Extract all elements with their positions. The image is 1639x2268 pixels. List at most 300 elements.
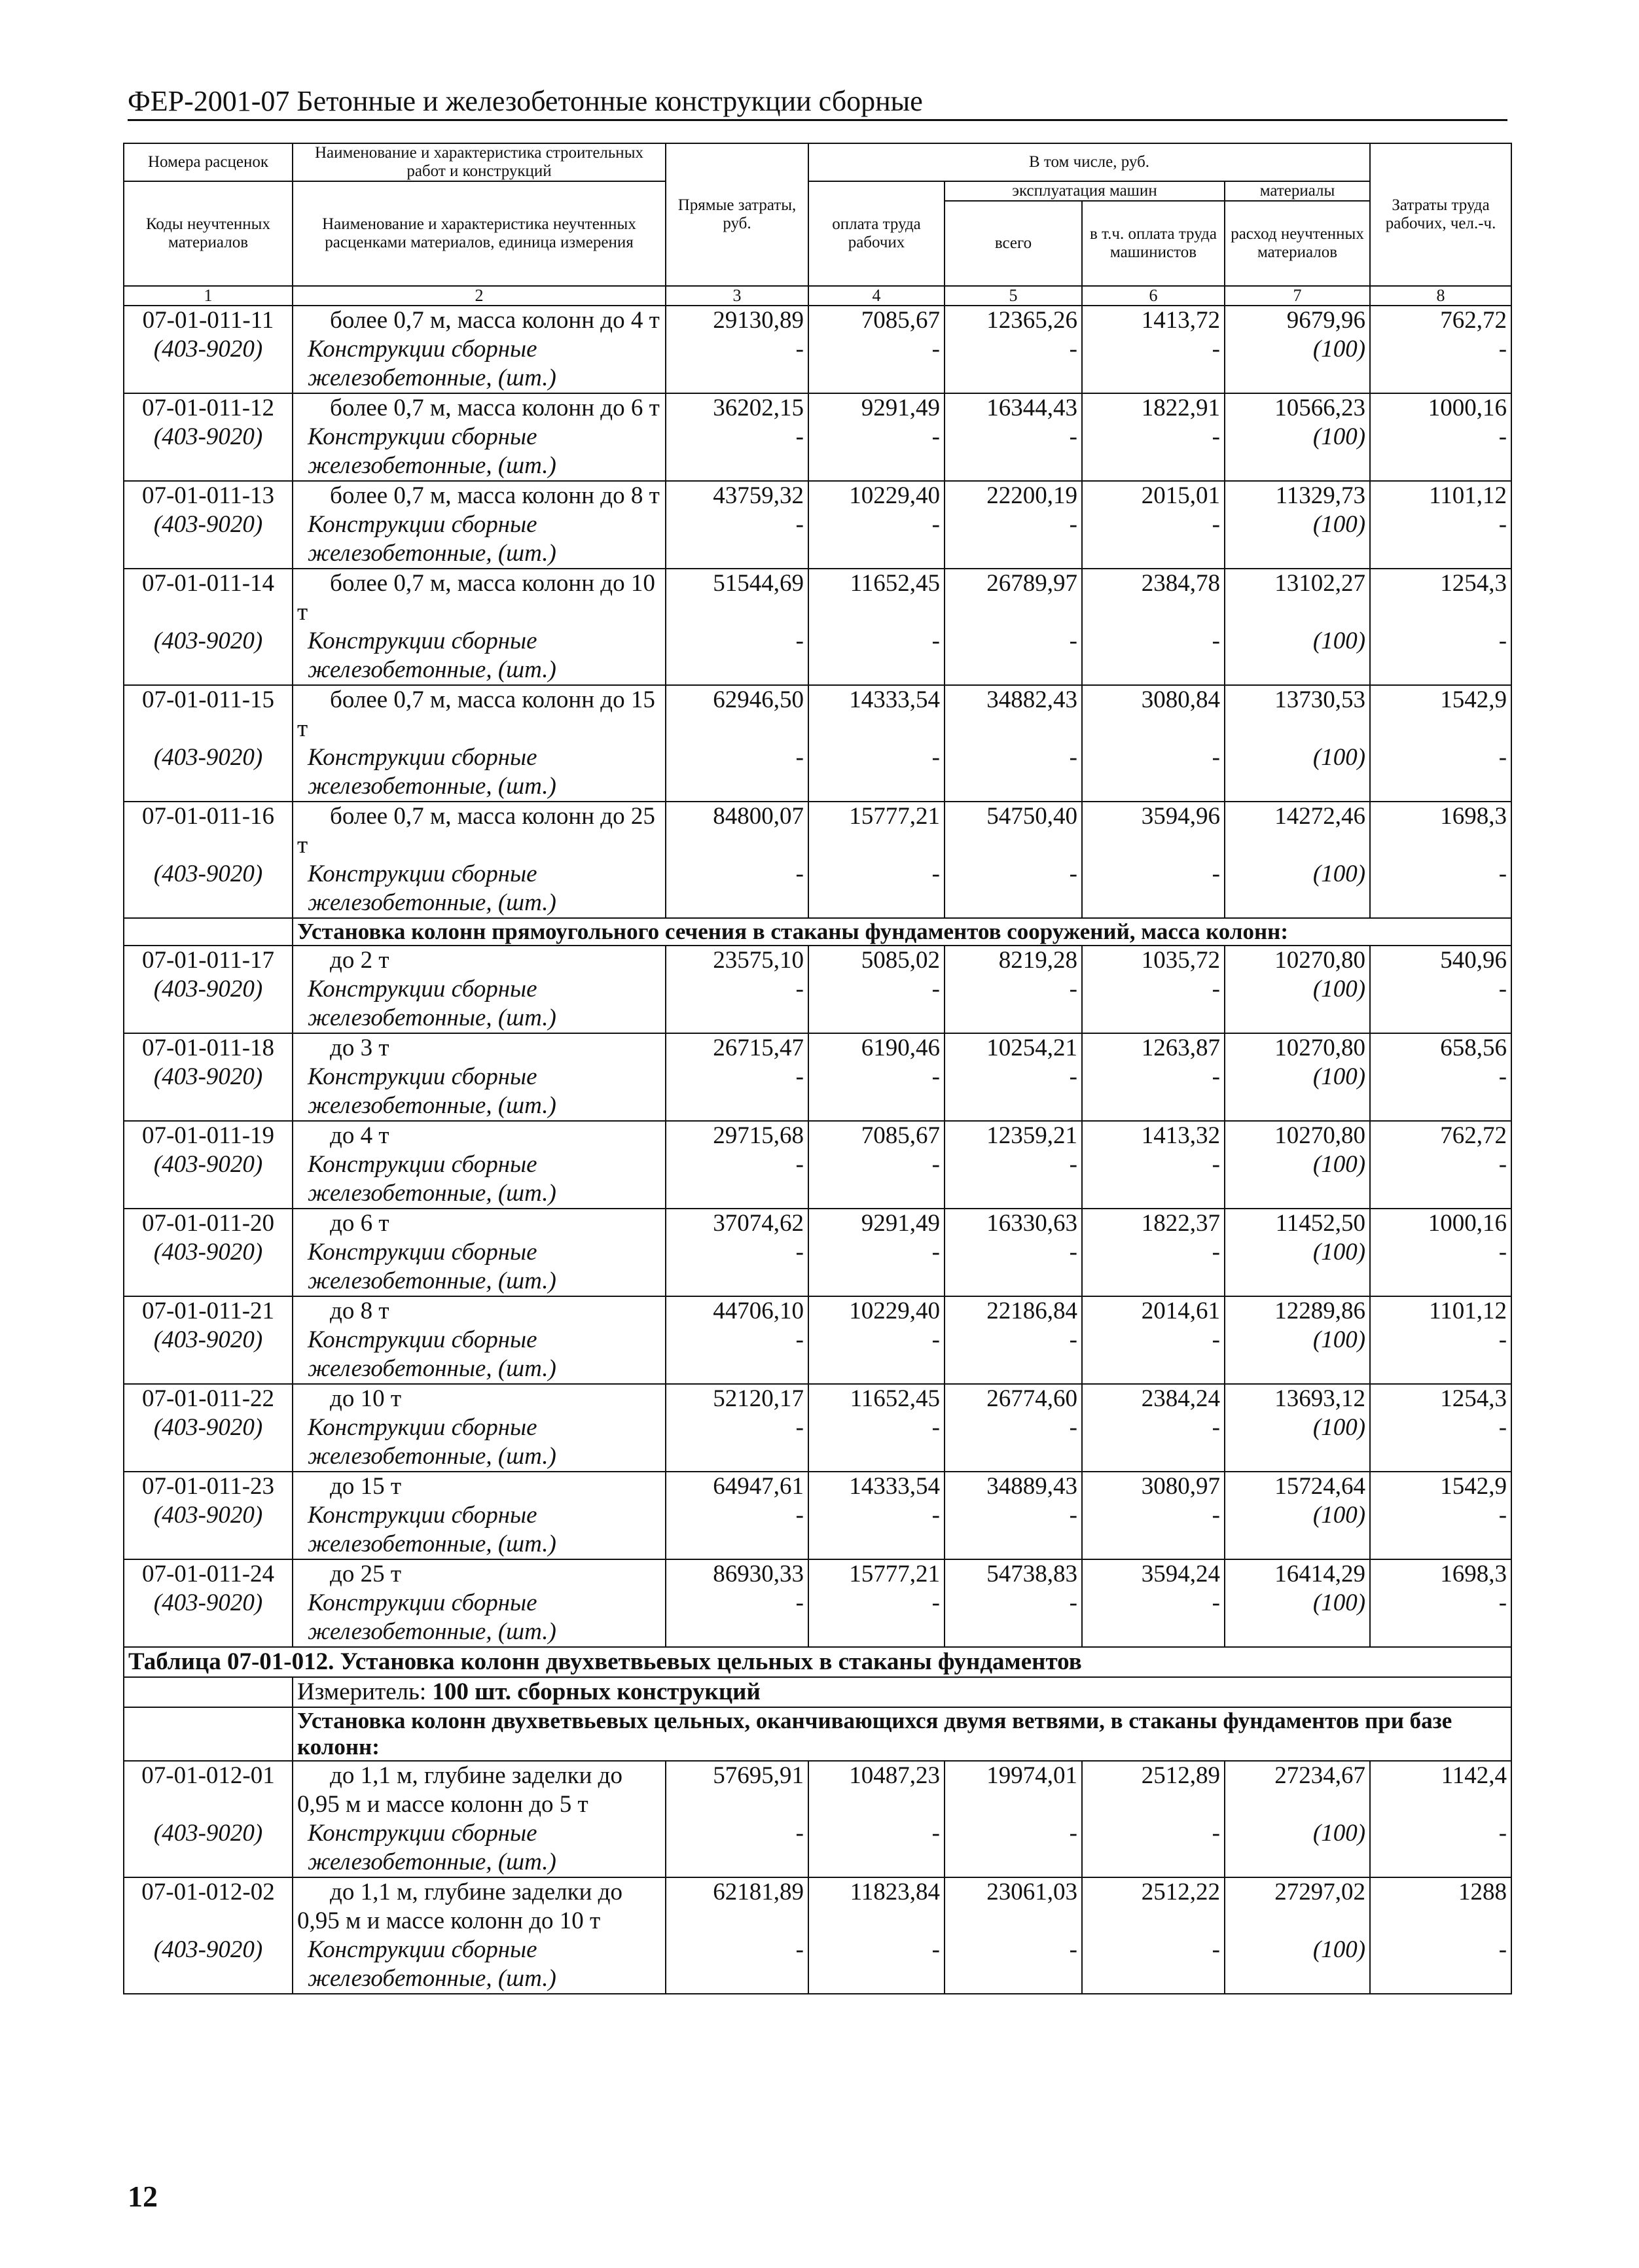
material-qty: (100)	[1225, 975, 1370, 1033]
material-dash: -	[1082, 1936, 1225, 1994]
labor-cost: 9291,49	[808, 393, 945, 423]
material-row	[124, 510, 1511, 569]
machine-cost: 23061,03	[945, 1877, 1082, 1936]
direct-cost: 86930,33	[666, 1559, 808, 1589]
material-code: (403-9020)	[124, 510, 293, 569]
material-code: (403-9020)	[124, 627, 293, 685]
rate-name	[293, 1472, 666, 1501]
header-col2-bottom: Наименование и характеристика неучтенных расценками материалов, единица измерения	[293, 181, 666, 286]
table-row	[124, 1877, 1511, 1936]
labor-cost: 5085,02	[808, 946, 945, 975]
table2-section-title: Установка колонн двухветвьевых цельных, оканчивающихся двумя ветвями, в стаканы фундаментов при базе колонн:	[293, 1707, 1511, 1761]
table-row	[124, 685, 1511, 743]
material-dash: -	[1082, 975, 1225, 1033]
rates-table	[123, 143, 1512, 1994]
material-row	[124, 423, 1511, 481]
material-name: Конструкции сборные железобетонные, (шт.)	[293, 1326, 666, 1384]
labor-cost: 15777,21	[808, 1559, 945, 1589]
machine-labor-cost: 2384,24	[1082, 1384, 1225, 1413]
material-dash: -	[808, 860, 945, 918]
material-name: Конструкции сборные железобетонные, (шт.)	[293, 423, 666, 481]
material-dash: -	[1370, 1150, 1511, 1209]
materials-cost: 13693,12	[1225, 1384, 1370, 1413]
rate-name-text: до 10 т	[330, 1385, 401, 1412]
rate-name-text: более 0,7 м, масса колонн до 15 т	[297, 686, 655, 742]
materials-cost: 13102,27	[1225, 569, 1370, 627]
material-row	[124, 975, 1511, 1033]
material-dash: -	[666, 1819, 808, 1877]
rate-name-text: до 25 т	[330, 1561, 401, 1587]
rate-name-text: до 1,1 м, глубине заделки до 0,95 м и массе колонн до 5 т	[297, 1762, 622, 1818]
table2-title: Таблица 07-01-012. Установка колонн двухветвьевых цельных в стаканы фундаментов	[124, 1647, 1511, 1677]
rate-code: 07-01-011-16	[124, 802, 293, 860]
material-dash: -	[1082, 1150, 1225, 1209]
material-qty: (100)	[1225, 423, 1370, 481]
materials-cost: 15724,64	[1225, 1472, 1370, 1501]
material-code: (403-9020)	[124, 975, 293, 1033]
table-row	[124, 1384, 1511, 1413]
material-dash: -	[1370, 1589, 1511, 1647]
machine-cost: 19974,01	[945, 1761, 1082, 1819]
machine-labor-cost: 3594,96	[1082, 802, 1225, 860]
machine-cost: 10254,21	[945, 1033, 1082, 1063]
labor-hours: 1101,12	[1370, 1296, 1511, 1326]
material-dash: -	[808, 1326, 945, 1384]
rate-code: 07-01-011-20	[124, 1209, 293, 1238]
machine-cost: 12365,26	[945, 306, 1082, 335]
rate-name	[293, 685, 666, 743]
labor-cost: 11823,84	[808, 1877, 945, 1936]
labor-hours: 1288	[1370, 1877, 1511, 1936]
rate-name-text: до 4 т	[330, 1122, 389, 1149]
labor-cost: 7085,67	[808, 306, 945, 335]
material-dash: -	[945, 743, 1082, 802]
rate-code: 07-01-011-12	[124, 393, 293, 423]
material-dash: -	[945, 1936, 1082, 1994]
header-rule	[128, 119, 1507, 121]
header-direct: Прямые затраты, руб.	[666, 143, 808, 286]
measure-value: 100 шт. сборных конструкций	[432, 1678, 761, 1705]
material-dash: -	[1082, 1326, 1225, 1384]
material-dash: -	[1370, 860, 1511, 918]
col-number: 4	[808, 286, 945, 306]
material-row	[124, 1150, 1511, 1209]
material-dash: -	[1082, 860, 1225, 918]
material-dash: -	[1082, 627, 1225, 685]
material-dash: -	[666, 975, 808, 1033]
machine-cost: 12359,21	[945, 1121, 1082, 1150]
header-labor: оплата труда рабочих	[808, 181, 945, 286]
material-dash: -	[945, 860, 1082, 918]
rate-name-text: более 0,7 м, масса колонн до 6 т	[330, 395, 660, 421]
material-dash: -	[1370, 1413, 1511, 1472]
labor-cost: 10229,40	[808, 481, 945, 510]
rate-code: 07-01-011-24	[124, 1559, 293, 1589]
material-qty: (100)	[1225, 1936, 1370, 1994]
machine-cost: 16330,63	[945, 1209, 1082, 1238]
rate-name-text: более 0,7 м, масса колонн до 25 т	[297, 803, 655, 859]
machine-labor-cost: 1413,72	[1082, 306, 1225, 335]
labor-cost: 14333,54	[808, 1472, 945, 1501]
material-dash: -	[666, 860, 808, 918]
material-dash: -	[1082, 1413, 1225, 1472]
labor-hours: 1254,3	[1370, 569, 1511, 627]
labor-cost: 10487,23	[808, 1761, 945, 1819]
rate-code: 07-01-011-19	[124, 1121, 293, 1150]
material-dash: -	[666, 1063, 808, 1121]
labor-hours: 1542,9	[1370, 1472, 1511, 1501]
machine-labor-cost: 3080,97	[1082, 1472, 1225, 1501]
direct-cost: 51544,69	[666, 569, 808, 627]
material-name: Конструкции сборные железобетонные, (шт.)	[293, 1819, 666, 1877]
direct-cost: 29130,89	[666, 306, 808, 335]
material-row	[124, 1501, 1511, 1559]
table-row	[124, 569, 1511, 627]
direct-cost: 29715,68	[666, 1121, 808, 1150]
material-name: Конструкции сборные железобетонные, (шт.)	[293, 1936, 666, 1994]
material-dash: -	[945, 1413, 1082, 1472]
material-dash: -	[666, 1589, 808, 1647]
material-name: Конструкции сборные железобетонные, (шт.)	[293, 1501, 666, 1559]
material-dash: -	[666, 1326, 808, 1384]
table2-measure	[293, 1677, 1511, 1707]
material-row	[124, 1936, 1511, 1994]
rate-name	[293, 393, 666, 423]
material-code: (403-9020)	[124, 1326, 293, 1384]
material-qty: (100)	[1225, 1326, 1370, 1384]
material-row	[124, 627, 1511, 685]
material-dash: -	[1370, 510, 1511, 569]
rate-name	[293, 306, 666, 335]
page-number: 12	[128, 2180, 158, 2213]
rate-name-text: до 15 т	[330, 1473, 401, 1500]
labor-cost: 11652,45	[808, 1384, 945, 1413]
material-dash: -	[1082, 423, 1225, 481]
table-row	[124, 1761, 1511, 1819]
rate-name-text: более 0,7 м, масса колонн до 10 т	[297, 570, 655, 626]
material-dash: -	[945, 1819, 1082, 1877]
material-dash: -	[945, 335, 1082, 393]
material-dash: -	[808, 627, 945, 685]
material-name: Конструкции сборные железобетонные, (шт.)	[293, 743, 666, 802]
material-name: Конструкции сборные железобетонные, (шт.)	[293, 1589, 666, 1647]
header-mach-labor: в т.ч. оплата труда машинистов	[1082, 201, 1225, 286]
rate-code: 07-01-011-17	[124, 946, 293, 975]
material-row	[124, 1063, 1511, 1121]
materials-cost: 27297,02	[1225, 1877, 1370, 1936]
rate-name-text: до 1,1 м, глубине заделки до 0,95 м и массе колонн до 10 т	[297, 1879, 622, 1934]
machine-labor-cost: 3594,24	[1082, 1559, 1225, 1589]
rate-code: 07-01-011-22	[124, 1384, 293, 1413]
material-dash: -	[1082, 1819, 1225, 1877]
material-dash: -	[1370, 1326, 1511, 1384]
material-qty: (100)	[1225, 335, 1370, 393]
rate-name-text: более 0,7 м, масса колонн до 8 т	[330, 482, 660, 509]
materials-cost: 10270,80	[1225, 1033, 1370, 1063]
table-row	[124, 1559, 1511, 1589]
material-name: Конструкции сборные железобетонные, (шт.)	[293, 860, 666, 918]
material-name: Конструкции сборные железобетонные, (шт.)	[293, 1413, 666, 1472]
table-row	[124, 1296, 1511, 1326]
materials-cost: 13730,53	[1225, 685, 1370, 743]
material-dash: -	[1082, 1501, 1225, 1559]
material-dash: -	[808, 1501, 945, 1559]
labor-hours: 658,56	[1370, 1033, 1511, 1063]
material-qty: (100)	[1225, 860, 1370, 918]
material-dash: -	[666, 1501, 808, 1559]
direct-cost: 84800,07	[666, 802, 808, 860]
machine-labor-cost: 1413,32	[1082, 1121, 1225, 1150]
material-code: (403-9020)	[124, 1238, 293, 1296]
material-code: (403-9020)	[124, 1936, 293, 1994]
rate-code: 07-01-012-02	[124, 1877, 293, 1936]
material-name: Конструкции сборные железобетонные, (шт.)	[293, 335, 666, 393]
material-dash: -	[666, 1413, 808, 1472]
materials-cost: 10270,80	[1225, 1121, 1370, 1150]
labor-hours: 762,72	[1370, 1121, 1511, 1150]
material-dash: -	[945, 1589, 1082, 1647]
material-dash: -	[808, 975, 945, 1033]
labor-hours: 1101,12	[1370, 481, 1511, 510]
materials-cost: 10566,23	[1225, 393, 1370, 423]
machine-labor-cost: 1822,91	[1082, 393, 1225, 423]
material-row	[124, 743, 1511, 802]
labor-hours: 1542,9	[1370, 685, 1511, 743]
materials-cost: 11452,50	[1225, 1209, 1370, 1238]
machine-cost: 34889,43	[945, 1472, 1082, 1501]
material-code: (403-9020)	[124, 1501, 293, 1559]
direct-cost: 37074,62	[666, 1209, 808, 1238]
material-name: Конструкции сборные железобетонные, (шт.)	[293, 627, 666, 685]
material-dash: -	[945, 627, 1082, 685]
material-dash: -	[808, 510, 945, 569]
labor-cost: 10229,40	[808, 1296, 945, 1326]
rate-name	[293, 569, 666, 627]
rate-name	[293, 1384, 666, 1413]
header-mat-consumption: расход неучтенных материалов	[1225, 201, 1370, 286]
material-dash: -	[1370, 1936, 1511, 1994]
direct-cost: 62181,89	[666, 1877, 808, 1936]
material-dash: -	[1370, 1238, 1511, 1296]
labor-cost: 14333,54	[808, 685, 945, 743]
rate-name	[293, 802, 666, 860]
table-row	[124, 1033, 1511, 1063]
material-dash: -	[808, 423, 945, 481]
material-code: (403-9020)	[124, 860, 293, 918]
labor-hours: 1254,3	[1370, 1384, 1511, 1413]
group1-rows	[124, 306, 1511, 918]
material-name: Конструкции сборные железобетонные, (шт.)	[293, 1238, 666, 1296]
header-mach-total: всего	[945, 201, 1082, 286]
material-qty: (100)	[1225, 1413, 1370, 1472]
labor-cost: 15777,21	[808, 802, 945, 860]
material-dash: -	[1082, 335, 1225, 393]
material-qty: (100)	[1225, 1819, 1370, 1877]
direct-cost: 52120,17	[666, 1384, 808, 1413]
table-row	[124, 393, 1511, 423]
material-dash: -	[666, 423, 808, 481]
col-number: 5	[945, 286, 1082, 306]
machine-labor-cost: 3080,84	[1082, 685, 1225, 743]
materials-cost: 12289,86	[1225, 1296, 1370, 1326]
material-dash: -	[808, 1063, 945, 1121]
labor-hours: 1698,3	[1370, 802, 1511, 860]
material-dash: -	[808, 1413, 945, 1472]
rate-name-text: до 8 т	[330, 1298, 389, 1324]
rate-name	[293, 1033, 666, 1063]
rate-code: 07-01-012-01	[124, 1761, 293, 1819]
machine-cost: 54738,83	[945, 1559, 1082, 1589]
machine-labor-cost: 2014,61	[1082, 1296, 1225, 1326]
material-dash: -	[666, 1150, 808, 1209]
material-dash: -	[808, 1936, 945, 1994]
material-dash: -	[945, 975, 1082, 1033]
rate-name	[293, 1559, 666, 1589]
material-qty: (100)	[1225, 1063, 1370, 1121]
material-qty: (100)	[1225, 743, 1370, 802]
header-hours: Затраты труда рабочих, чел.-ч.	[1370, 143, 1511, 286]
material-dash: -	[945, 1150, 1082, 1209]
rate-name	[293, 1296, 666, 1326]
rate-code: 07-01-011-11	[124, 306, 293, 335]
table-row	[124, 306, 1511, 335]
table-row	[124, 481, 1511, 510]
col-number: 1	[124, 286, 293, 306]
machine-cost: 22186,84	[945, 1296, 1082, 1326]
rate-name	[293, 946, 666, 975]
machine-cost: 26774,60	[945, 1384, 1082, 1413]
materials-cost: 10270,80	[1225, 946, 1370, 975]
section2-header	[124, 918, 1511, 946]
material-dash: -	[945, 510, 1082, 569]
material-dash: -	[666, 627, 808, 685]
material-dash: -	[945, 1063, 1082, 1121]
material-dash: -	[808, 1589, 945, 1647]
direct-cost: 44706,10	[666, 1296, 808, 1326]
materials-cost: 16414,29	[1225, 1559, 1370, 1589]
material-qty: (100)	[1225, 627, 1370, 685]
machine-cost: 22200,19	[945, 481, 1082, 510]
table2-rows	[124, 1761, 1511, 1994]
rate-name-text: более 0,7 м, масса колонн до 4 т	[330, 307, 660, 334]
rate-code: 07-01-011-14	[124, 569, 293, 627]
material-dash: -	[1370, 627, 1511, 685]
material-dash: -	[945, 1326, 1082, 1384]
header-col1-bottom: Коды неучтенных материалов	[124, 181, 293, 286]
rate-name	[293, 1877, 666, 1936]
materials-cost: 14272,46	[1225, 802, 1370, 860]
labor-cost: 9291,49	[808, 1209, 945, 1238]
rate-code: 07-01-011-21	[124, 1296, 293, 1326]
material-row	[124, 1413, 1511, 1472]
rate-code: 07-01-011-13	[124, 481, 293, 510]
direct-cost: 23575,10	[666, 946, 808, 975]
material-dash: -	[945, 1238, 1082, 1296]
rate-name-text: до 2 т	[330, 947, 389, 974]
table-row	[124, 1121, 1511, 1150]
material-dash: -	[1082, 1238, 1225, 1296]
material-code: (403-9020)	[124, 335, 293, 393]
machine-labor-cost: 2015,01	[1082, 481, 1225, 510]
section2-title: Установка колонн прямоугольного сечения в стаканы фундаментов сооружений, масса колонн:	[293, 918, 1511, 946]
material-qty: (100)	[1225, 1238, 1370, 1296]
labor-hours: 1142,4	[1370, 1761, 1511, 1819]
machine-labor-cost: 1035,72	[1082, 946, 1225, 975]
labor-hours: 1698,3	[1370, 1559, 1511, 1589]
material-qty: (100)	[1225, 1150, 1370, 1209]
direct-cost: 36202,15	[666, 393, 808, 423]
machine-cost: 26789,97	[945, 569, 1082, 627]
material-dash: -	[1082, 743, 1225, 802]
material-dash: -	[1370, 743, 1511, 802]
machine-labor-cost: 2384,78	[1082, 569, 1225, 627]
material-name: Конструкции сборные железобетонные, (шт.)	[293, 510, 666, 569]
material-dash: -	[1082, 510, 1225, 569]
rate-name-text: до 3 т	[330, 1035, 389, 1061]
material-row	[124, 860, 1511, 918]
direct-cost: 64947,61	[666, 1472, 808, 1501]
material-dash: -	[808, 335, 945, 393]
header-materials: материалы	[1225, 181, 1370, 201]
material-row	[124, 1238, 1511, 1296]
group2-rows	[124, 946, 1511, 1647]
material-dash: -	[666, 335, 808, 393]
labor-cost: 11652,45	[808, 569, 945, 627]
page-header: ФЕР-2001-07 Бетонные и железобетонные конструкции сборные	[128, 85, 923, 117]
material-dash: -	[1370, 335, 1511, 393]
material-name: Конструкции сборные железобетонные, (шт.)	[293, 1063, 666, 1121]
material-dash: -	[1370, 1819, 1511, 1877]
material-code: (403-9020)	[124, 743, 293, 802]
rate-name	[293, 1121, 666, 1150]
material-qty: (100)	[1225, 1501, 1370, 1559]
machine-cost: 34882,43	[945, 685, 1082, 743]
material-dash: -	[1370, 423, 1511, 481]
rate-name	[293, 481, 666, 510]
direct-cost: 43759,32	[666, 481, 808, 510]
labor-hours: 1000,16	[1370, 393, 1511, 423]
machine-labor-cost: 2512,89	[1082, 1761, 1225, 1819]
material-dash: -	[666, 510, 808, 569]
rate-name-text: до 6 т	[330, 1210, 389, 1237]
material-row	[124, 1326, 1511, 1384]
machine-labor-cost: 1263,87	[1082, 1033, 1225, 1063]
col-number: 7	[1225, 286, 1370, 306]
machine-labor-cost: 1822,37	[1082, 1209, 1225, 1238]
material-code: (403-9020)	[124, 423, 293, 481]
material-dash: -	[1370, 1501, 1511, 1559]
table-row	[124, 802, 1511, 860]
labor-cost: 7085,67	[808, 1121, 945, 1150]
col-number: 6	[1082, 286, 1225, 306]
header-machines: эксплуатация машин	[945, 181, 1225, 201]
material-dash: -	[808, 1150, 945, 1209]
col-number: 2	[293, 286, 666, 306]
material-code: (403-9020)	[124, 1413, 293, 1472]
machine-cost: 16344,43	[945, 393, 1082, 423]
labor-hours: 762,72	[1370, 306, 1511, 335]
materials-cost: 11329,73	[1225, 481, 1370, 510]
material-dash: -	[666, 1936, 808, 1994]
table-row	[124, 1209, 1511, 1238]
rate-code: 07-01-011-15	[124, 685, 293, 743]
material-code: (403-9020)	[124, 1150, 293, 1209]
material-qty: (100)	[1225, 1589, 1370, 1647]
material-dash: -	[666, 743, 808, 802]
material-dash: -	[1082, 1589, 1225, 1647]
material-row	[124, 335, 1511, 393]
table2-header	[124, 1647, 1511, 1761]
